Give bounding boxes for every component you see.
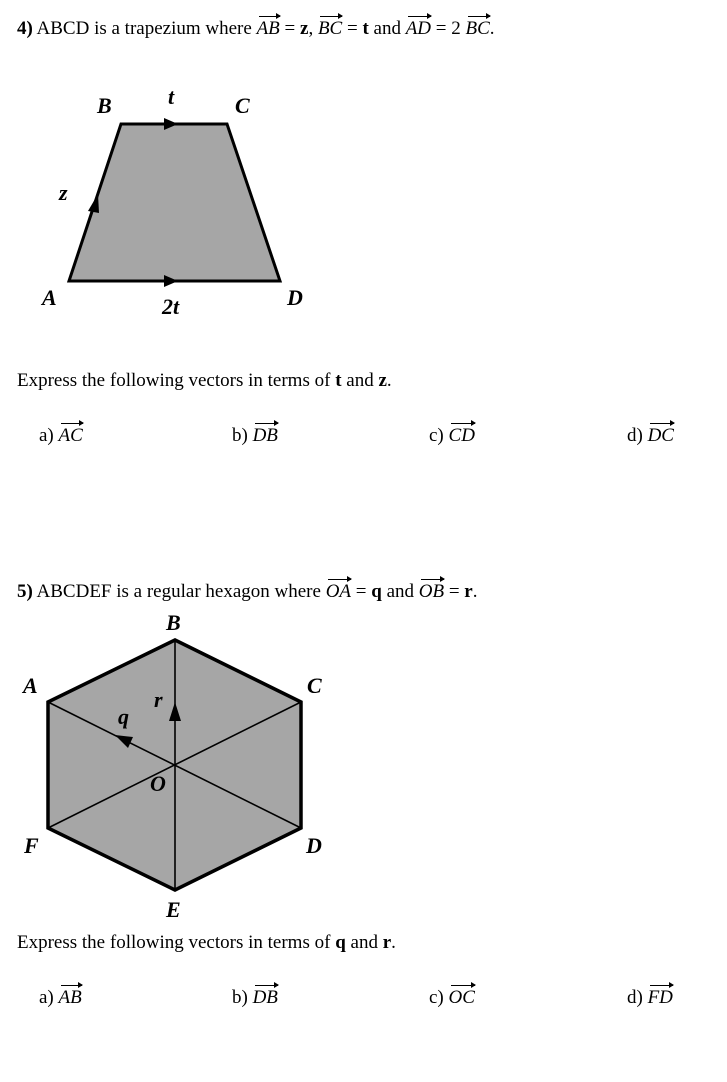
hexagon-diagram [21, 610, 322, 922]
q4-vector-ad: AD [405, 18, 432, 39]
q4-eq2: = [346, 18, 358, 39]
q4-vector-bc: BC [317, 18, 343, 39]
label-t: t [168, 84, 175, 109]
q5-title [17, 579, 477, 603]
label-a: A [42, 285, 57, 310]
q4-vector-bc-2: BC [465, 18, 490, 39]
label-b: B [97, 93, 112, 118]
q5-symbol-q: q [371, 581, 382, 602]
q4-part-c-vector: CD [448, 425, 475, 446]
label-z: z [59, 180, 68, 205]
q5-instruction [17, 932, 396, 954]
label-2t: 2t [162, 294, 180, 319]
q4-instruction-z: z [378, 370, 387, 391]
q5-part-a [39, 985, 82, 1009]
q5-symbol-r: r [464, 581, 473, 602]
q5-instruction-end: . [391, 932, 396, 953]
q4-instruction-and: and [346, 370, 374, 391]
q5-part-b-vector: DB [252, 987, 278, 1008]
q5-part-c [429, 985, 475, 1009]
arrow-ab-icon [88, 194, 99, 213]
q5-eq2: = [448, 581, 460, 602]
q5-part-c-vector: OC [448, 987, 475, 1008]
q4-part-a-label: a) [39, 425, 54, 446]
q5-part-d-vector: FD [647, 987, 673, 1008]
q5-part-a-vector: AB [58, 987, 82, 1008]
q5-vector-oa: OA [325, 581, 352, 602]
q4-part-b-label: b) [232, 425, 248, 446]
label-d: D [287, 285, 303, 310]
label-hex-c: C [307, 673, 322, 698]
q4-symbol-z: z [300, 18, 309, 39]
q5-eq1: = [355, 581, 367, 602]
q4-vector-ab: AB [256, 18, 280, 39]
q4-and: and [373, 18, 401, 39]
q5-part-b-label: b) [232, 987, 248, 1008]
q5-period: . [472, 581, 478, 602]
label-hex-r: r [154, 687, 163, 712]
trapezium-shape [69, 124, 280, 281]
q4-part-a-vector: AC [58, 425, 83, 446]
q4-instruction-t: t [335, 370, 342, 391]
label-hex-f: F [24, 833, 39, 858]
q4-instruction-text: Express the following vectors in terms of [17, 370, 331, 391]
q5-instruction-and: and [350, 932, 378, 953]
q4-part-b [232, 423, 278, 447]
q5-part-a-label: a) [39, 987, 54, 1008]
q5-intro: ABCDEF is a regular hexagon where [36, 581, 321, 602]
q5-instruction-r: r [382, 932, 392, 953]
q4-part-b-vector: DB [252, 425, 278, 446]
trapezium-diagram [40, 84, 303, 319]
label-hex-o: O [150, 771, 166, 796]
q5-part-c-label: c) [429, 987, 444, 1008]
label-hex-b: B [166, 610, 181, 635]
label-c: C [235, 93, 250, 118]
q4-comma: , [308, 18, 314, 39]
q5-number: 5) [17, 581, 33, 602]
label-hex-q: q [118, 704, 129, 729]
label-hex-d: D [306, 833, 322, 858]
q4-instruction-end: . [386, 370, 392, 391]
q4-part-c-label: c) [429, 425, 444, 446]
q4-part-a [39, 423, 83, 447]
q4-part-d-vector: DC [647, 425, 674, 446]
q4-part-d [627, 423, 674, 447]
q4-intro: ABCD is a trapezium where [36, 18, 252, 39]
q5-part-d-label: d) [627, 987, 643, 1008]
q4-number: 4) [17, 18, 33, 39]
q4-symbol-t: t [362, 18, 369, 39]
q4-eq3: = 2 [435, 18, 461, 39]
q5-instruction-text: Express the following vectors in terms of [17, 932, 331, 953]
q5-vector-ob: OB [418, 581, 445, 602]
label-hex-a: A [23, 673, 38, 698]
q5-and: and [386, 581, 414, 602]
q4-part-d-label: d) [627, 425, 643, 446]
q4-eq1: = [284, 18, 296, 39]
q4-part-c [429, 423, 475, 447]
q4-instruction [17, 370, 392, 392]
q4-period: . [489, 18, 495, 39]
q5-part-d [627, 985, 673, 1009]
q5-part-b [232, 985, 278, 1009]
q5-instruction-q: q [335, 932, 346, 953]
label-hex-e: E [166, 897, 181, 922]
